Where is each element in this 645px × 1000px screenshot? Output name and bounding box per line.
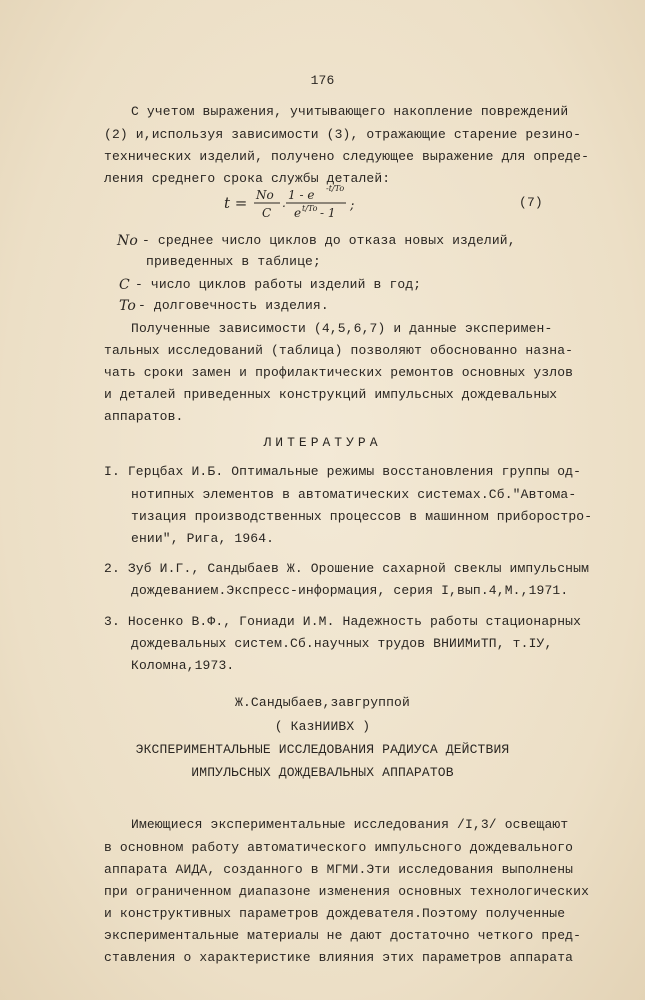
author-line: Ж.Сандыбаев,завгруппой xyxy=(235,695,410,710)
article-title-line: ЭКСПЕРИМЕНТАЛЬНЫЕ ИССЛЕДОВАНИЯ РАДИУСА ДЕЙСТВИЯ xyxy=(135,742,510,757)
article-title-line: ИМПУЛЬСНЫХ ДОЖДЕВАЛЬНЫХ АППАРАТОВ xyxy=(191,765,454,780)
reference-line: I. Герцбах И.Б. Оптимальные режимы восстановления группы од- xyxy=(104,464,582,479)
institution-line: ( КазНИИВХ ) xyxy=(274,719,371,734)
formula-num2-exp: -t/To xyxy=(326,184,345,193)
page-number: 176 xyxy=(310,73,335,88)
definition-text: - число циклов работы изделий в год; xyxy=(135,277,422,292)
reference-line: дождеванием.Экспресс-информация, серия I,вып.4,М.,1971. xyxy=(131,583,569,598)
definition-symbol: No xyxy=(117,233,138,249)
reference-line: ении", Рига, 1964. xyxy=(131,531,275,546)
body-line: в основном работу автоматического импульсного дождевального xyxy=(104,840,574,855)
definition-text: приведенных в таблице; xyxy=(146,254,321,269)
formula-den2-exp: t/To xyxy=(302,204,318,213)
conclusion-line: аппаратов. xyxy=(104,409,184,424)
conclusion-line: тальных исследований (таблица) позволяют обоснованно назна- xyxy=(104,343,574,358)
intro-line: технических изделий, получено следующее выражение для опреде- xyxy=(104,149,590,164)
definition-symbol: To xyxy=(119,298,136,314)
intro-line: С учетом выражения, учитывающего накопление повреждений xyxy=(131,104,569,119)
conclusion-line: и деталей приведенных конструкций импульсных дождевальных xyxy=(104,387,558,402)
body-line: и конструктивных параметров дождевателя.Поэтому полученные xyxy=(104,906,566,921)
formula-den1: C xyxy=(262,206,272,220)
reference-line: нотипных элементов в автоматических системах.Сб."Автома- xyxy=(131,487,577,502)
body-line: экспериментальные материалы не дают достаточно четкого пред- xyxy=(104,928,582,943)
body-line: ставления о характеристике влияния этих параметров аппарата xyxy=(104,950,574,965)
reference-line: тизация производственных процессов в машинном приборостро- xyxy=(131,509,593,524)
references-heading: ЛИТЕРАТУРА xyxy=(263,435,382,450)
definition-text: - долговечность изделия. xyxy=(138,298,329,313)
reference-line: дождевальных систем.Сб.научных трудов ВНИИМиТП, т.IУ, xyxy=(131,636,553,651)
svg-text:.: . xyxy=(282,196,286,210)
formula-tail: ; xyxy=(350,198,355,213)
reference-line: Коломна,1973. xyxy=(131,658,235,673)
conclusion-line: чать сроки замен и профилактических ремонтов основных узлов xyxy=(104,365,574,380)
formula-den2-tail: - 1 xyxy=(320,206,336,220)
body-line: аппарата АИДА, созданного в МГМИ.Эти исследования выполнены xyxy=(104,862,574,877)
formula-lhs: t = xyxy=(224,194,248,212)
conclusion-line: Полученные зависимости (4,5,6,7) и данные эксперимен- xyxy=(131,321,553,336)
reference-line: 2. Зуб И.Г., Сандыбаев Ж. Орошение сахарной свеклы импульсным xyxy=(104,561,590,576)
reference-line: 3. Носенко В.Ф., Гониади И.М. Надежность работы стационарных xyxy=(104,614,582,629)
body-line: Имеющиеся экспериментальные исследования /I,3/ освещают xyxy=(131,817,569,832)
formula-num1: No xyxy=(256,188,274,202)
body-line: при ограниченном диапазоне изменения основных технологических xyxy=(104,884,590,899)
definition-symbol: C xyxy=(119,277,130,293)
definition-text: - среднее число циклов до отказа новых изделий, xyxy=(142,233,516,248)
formula-num2: 1 - e xyxy=(288,188,315,202)
intro-line: ления среднего срока службы деталей: xyxy=(104,171,391,186)
formula-den2: e xyxy=(294,206,302,220)
formula-7 xyxy=(222,182,372,226)
formula-number: (7) xyxy=(519,195,543,210)
intro-line: (2) и,используя зависимости (3), отражающие старение резино- xyxy=(104,127,582,142)
